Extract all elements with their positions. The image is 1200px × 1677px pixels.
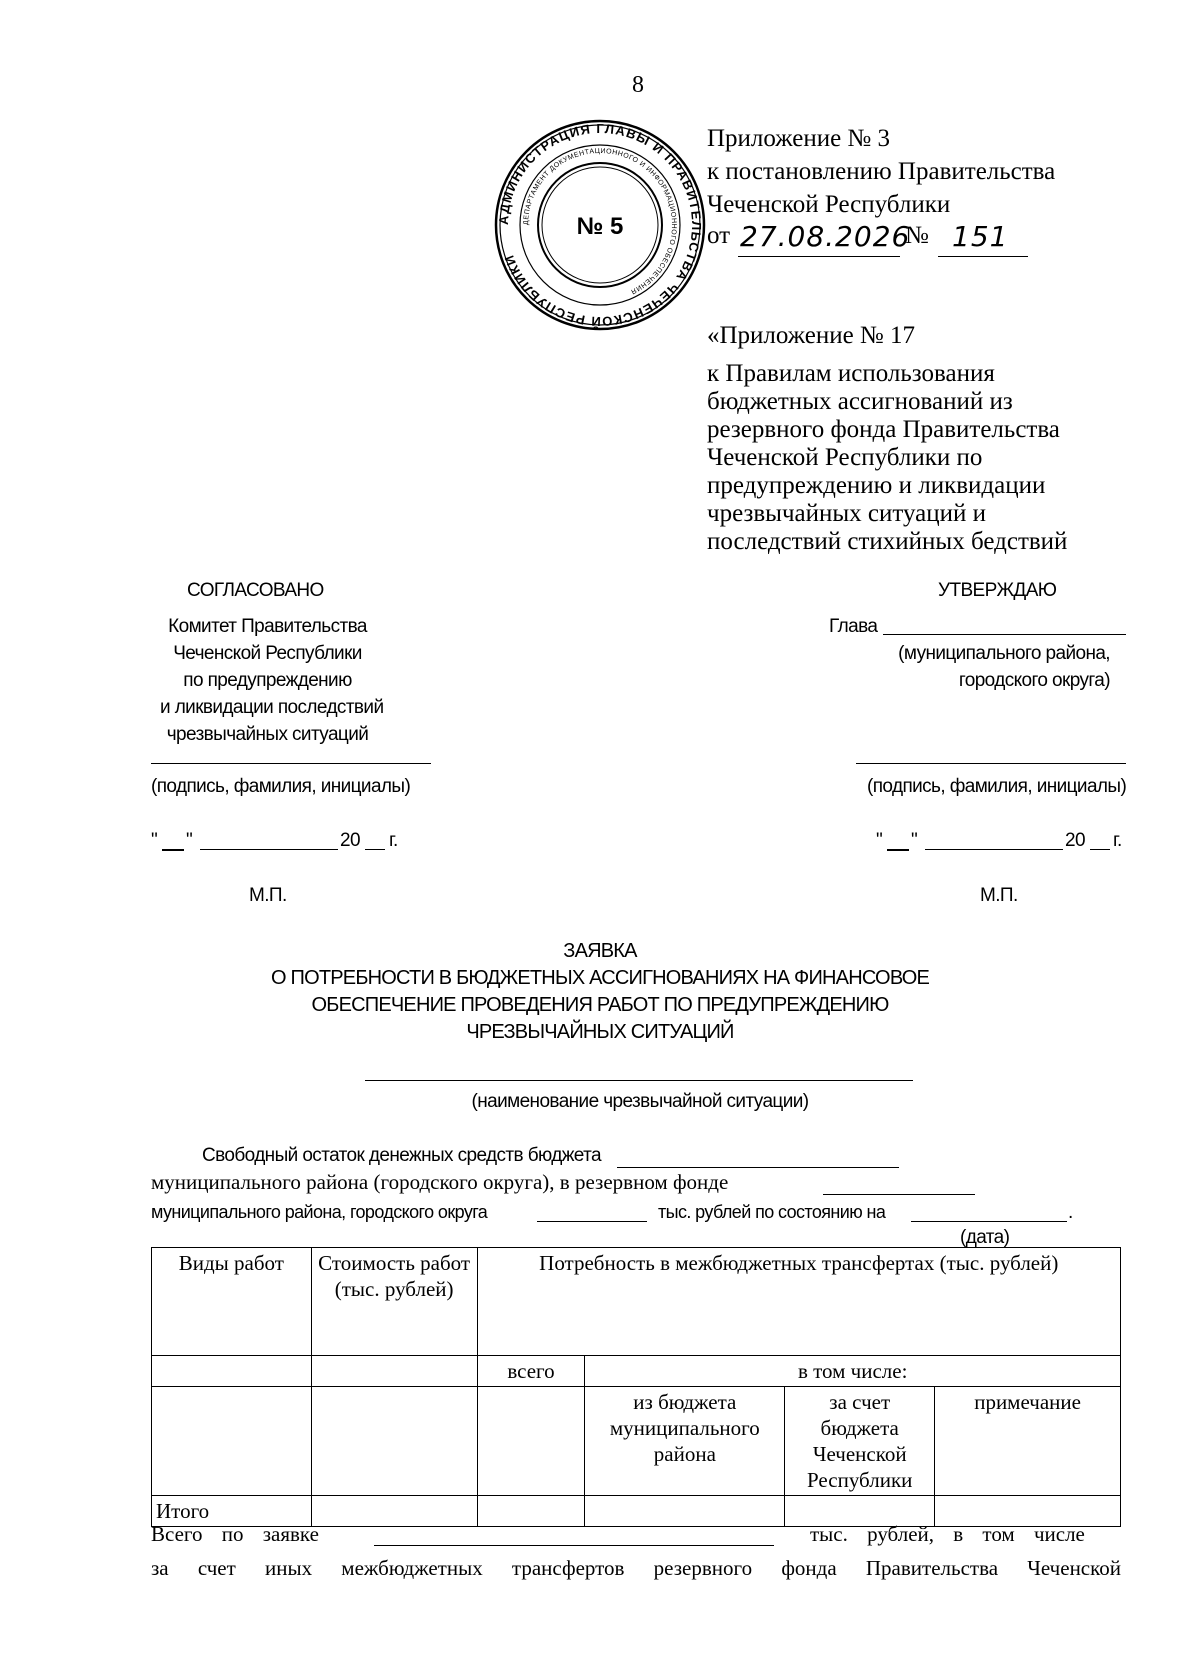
left-signature-caption: (подпись, фамилия, инициалы) (151, 776, 411, 797)
row-total-label: Итого (152, 1496, 312, 1527)
appendix17-line: резервного фонда Правительства (707, 416, 1060, 443)
date-underline (738, 256, 900, 257)
right-date-year: 20 (1065, 830, 1085, 851)
table-cell (311, 1496, 477, 1527)
title-line: О ПОТРЕБНОСТИ В БЮДЖЕТНЫХ АССИГНОВАНИЯХ НА ФИНАНСОВОЕ (270, 967, 929, 989)
table-cell (311, 1356, 477, 1387)
right-seal: М.П. (980, 885, 1018, 906)
document-title (0, 938, 1200, 1046)
approve-municipality: (муниципального района, городского округа) (898, 643, 1110, 691)
title-line: ЧРЕЗВЫЧАЙНЫХ СИТУАЦИЙ (466, 1021, 734, 1043)
emergency-name-caption: (наименование чрезвычайной ситуации) (471, 1091, 809, 1112)
appendix3-number-prefix: № (905, 222, 929, 249)
header-municipal-budget: из бюджета муниципального района (585, 1387, 785, 1496)
agreed-org: Комитет Правительства Чеченской Республики по предупреждению и ликвидации последствий чрезвычайных ситуаций (160, 616, 384, 745)
left-date-close-quote: " (186, 830, 193, 851)
left-signature-line (151, 763, 431, 764)
balance-line3-b: тыс. рублей по состоянию на (658, 1202, 886, 1222)
appendix17-line: к Правилам использования (707, 360, 995, 387)
appendix17-title: «Приложение № 17 (707, 322, 916, 349)
svg-text:АДМИНИСТРАЦИЯ ГЛАВЫ И ПРАВИТЕЛ: АДМИНИСТРАЦИЯ ГЛАВЫ И ПРАВИТЕЛЬСТВА ЧЕЧЕНСКОЙ РЕСПУБЛИКИ (495, 120, 705, 330)
appendix3-block (707, 122, 1055, 221)
right-date-year-line (1090, 849, 1110, 850)
balance-budget-line (617, 1167, 899, 1168)
bottom-line2: за счет иных межбюджетных трансфертов резервного фонда Правительства Чеченской (151, 1556, 1121, 1580)
right-date-month-line (925, 849, 1063, 850)
right-date-suffix: г. (1113, 830, 1122, 851)
appendix17-line: последствий стихийных бедствий (707, 528, 1068, 555)
header-republic-budget: за счет бюджета Чеченской Республики (785, 1387, 935, 1496)
table-cell (311, 1387, 477, 1496)
balance-line3-end: . (1068, 1202, 1073, 1223)
left-date-month-line (200, 849, 338, 850)
left-seal: М.П. (249, 885, 287, 906)
approve-heading: УТВЕРЖДАЮ (938, 580, 1057, 601)
header-work-types: Виды работ (152, 1248, 312, 1356)
balance-date-caption: (дата) (960, 1227, 1010, 1248)
header-cost: Стоимость работ (тыс. рублей) (311, 1248, 477, 1356)
left-date-day-line (162, 849, 184, 851)
right-date-open-quote: " (876, 830, 883, 851)
appendix3-republic: Чеченской Республики (707, 191, 951, 218)
page-number: 8 (632, 72, 644, 98)
appendix3-title: Приложение № 3 (707, 125, 891, 152)
balance-amount-line (537, 1221, 647, 1222)
bottom-line1-a: Всего по заявке (151, 1522, 319, 1546)
balance-fund-line (823, 1194, 975, 1195)
appendix17-line: предупреждению и ликвидации (707, 472, 1046, 499)
appendix3-resolution: к постановлению Правительства (707, 158, 1056, 185)
number-underline (938, 256, 1028, 257)
title-line: ЗАЯВКА (563, 940, 637, 962)
svg-text:№ 5: № 5 (576, 213, 624, 240)
right-date-day-line (887, 849, 909, 851)
appendix3-number-value: 151 (952, 220, 1009, 253)
official-stamp (493, 118, 707, 332)
left-date-suffix: г. (389, 830, 398, 851)
right-signature-caption: (подпись, фамилия, инициалы) (867, 776, 1127, 797)
header-note: примечание (935, 1387, 1121, 1496)
approve-head-label: Глава (829, 616, 878, 637)
title-line: ОБЕСПЕЧЕНИЕ ПРОВЕДЕНИЯ РАБОТ ПО ПРЕДУПРЕЖДЕНИЮ (311, 994, 889, 1016)
table-cell (152, 1387, 312, 1496)
balance-line2: муниципального района (городского округа), в резервном фонде (151, 1170, 729, 1194)
right-date-close-quote: " (911, 830, 918, 851)
agreed-heading: СОГЛАСОВАНО (187, 580, 324, 601)
appendix17-block (707, 322, 1067, 556)
header-transfer-need: Потребность в межбюджетных трансфертах (тыс. рублей) (477, 1248, 1120, 1356)
left-date-open-quote: " (151, 830, 158, 851)
appendix3-date-prefix: от (707, 222, 731, 249)
emergency-name-line (365, 1080, 913, 1081)
table-cell (152, 1356, 312, 1387)
appendix17-line: бюджетных ассигнований из (707, 388, 1013, 415)
appendix17-line: Чеченской Республики по (707, 444, 983, 471)
header-total: всего (477, 1356, 585, 1387)
appendix17-line: чрезвычайных ситуаций и (707, 500, 987, 527)
balance-date-line (911, 1221, 1067, 1222)
svg-text:ДЕПАРТАМЕНТ ДОКУМЕНТАЦИОННОГО: ДЕПАРТАМЕНТ ДОКУМЕНТАЦИОННОГО И ИНФОРМАЦИОННОГО ОБЕСПЕЧЕНИЯ (522, 147, 678, 295)
approve-head-line (883, 634, 1126, 635)
works-table (151, 1247, 1121, 1527)
right-signature-line (856, 763, 1126, 764)
table-cell (585, 1496, 785, 1527)
table-cell (477, 1387, 585, 1496)
bottom-total-line (374, 1545, 774, 1546)
balance-line1: Свободный остаток денежных средств бюджета (202, 1145, 601, 1166)
left-date-year: 20 (340, 830, 360, 851)
balance-line3-a: муниципального района, городского округа (151, 1202, 488, 1222)
table-cell (477, 1496, 585, 1527)
left-date-year-line (365, 849, 385, 850)
bottom-line1-b: тыс. рублей, в том числе (810, 1522, 1085, 1546)
header-including: в том числе: (585, 1356, 1121, 1387)
appendix3-date-value: 27.08.2026 (740, 220, 911, 253)
